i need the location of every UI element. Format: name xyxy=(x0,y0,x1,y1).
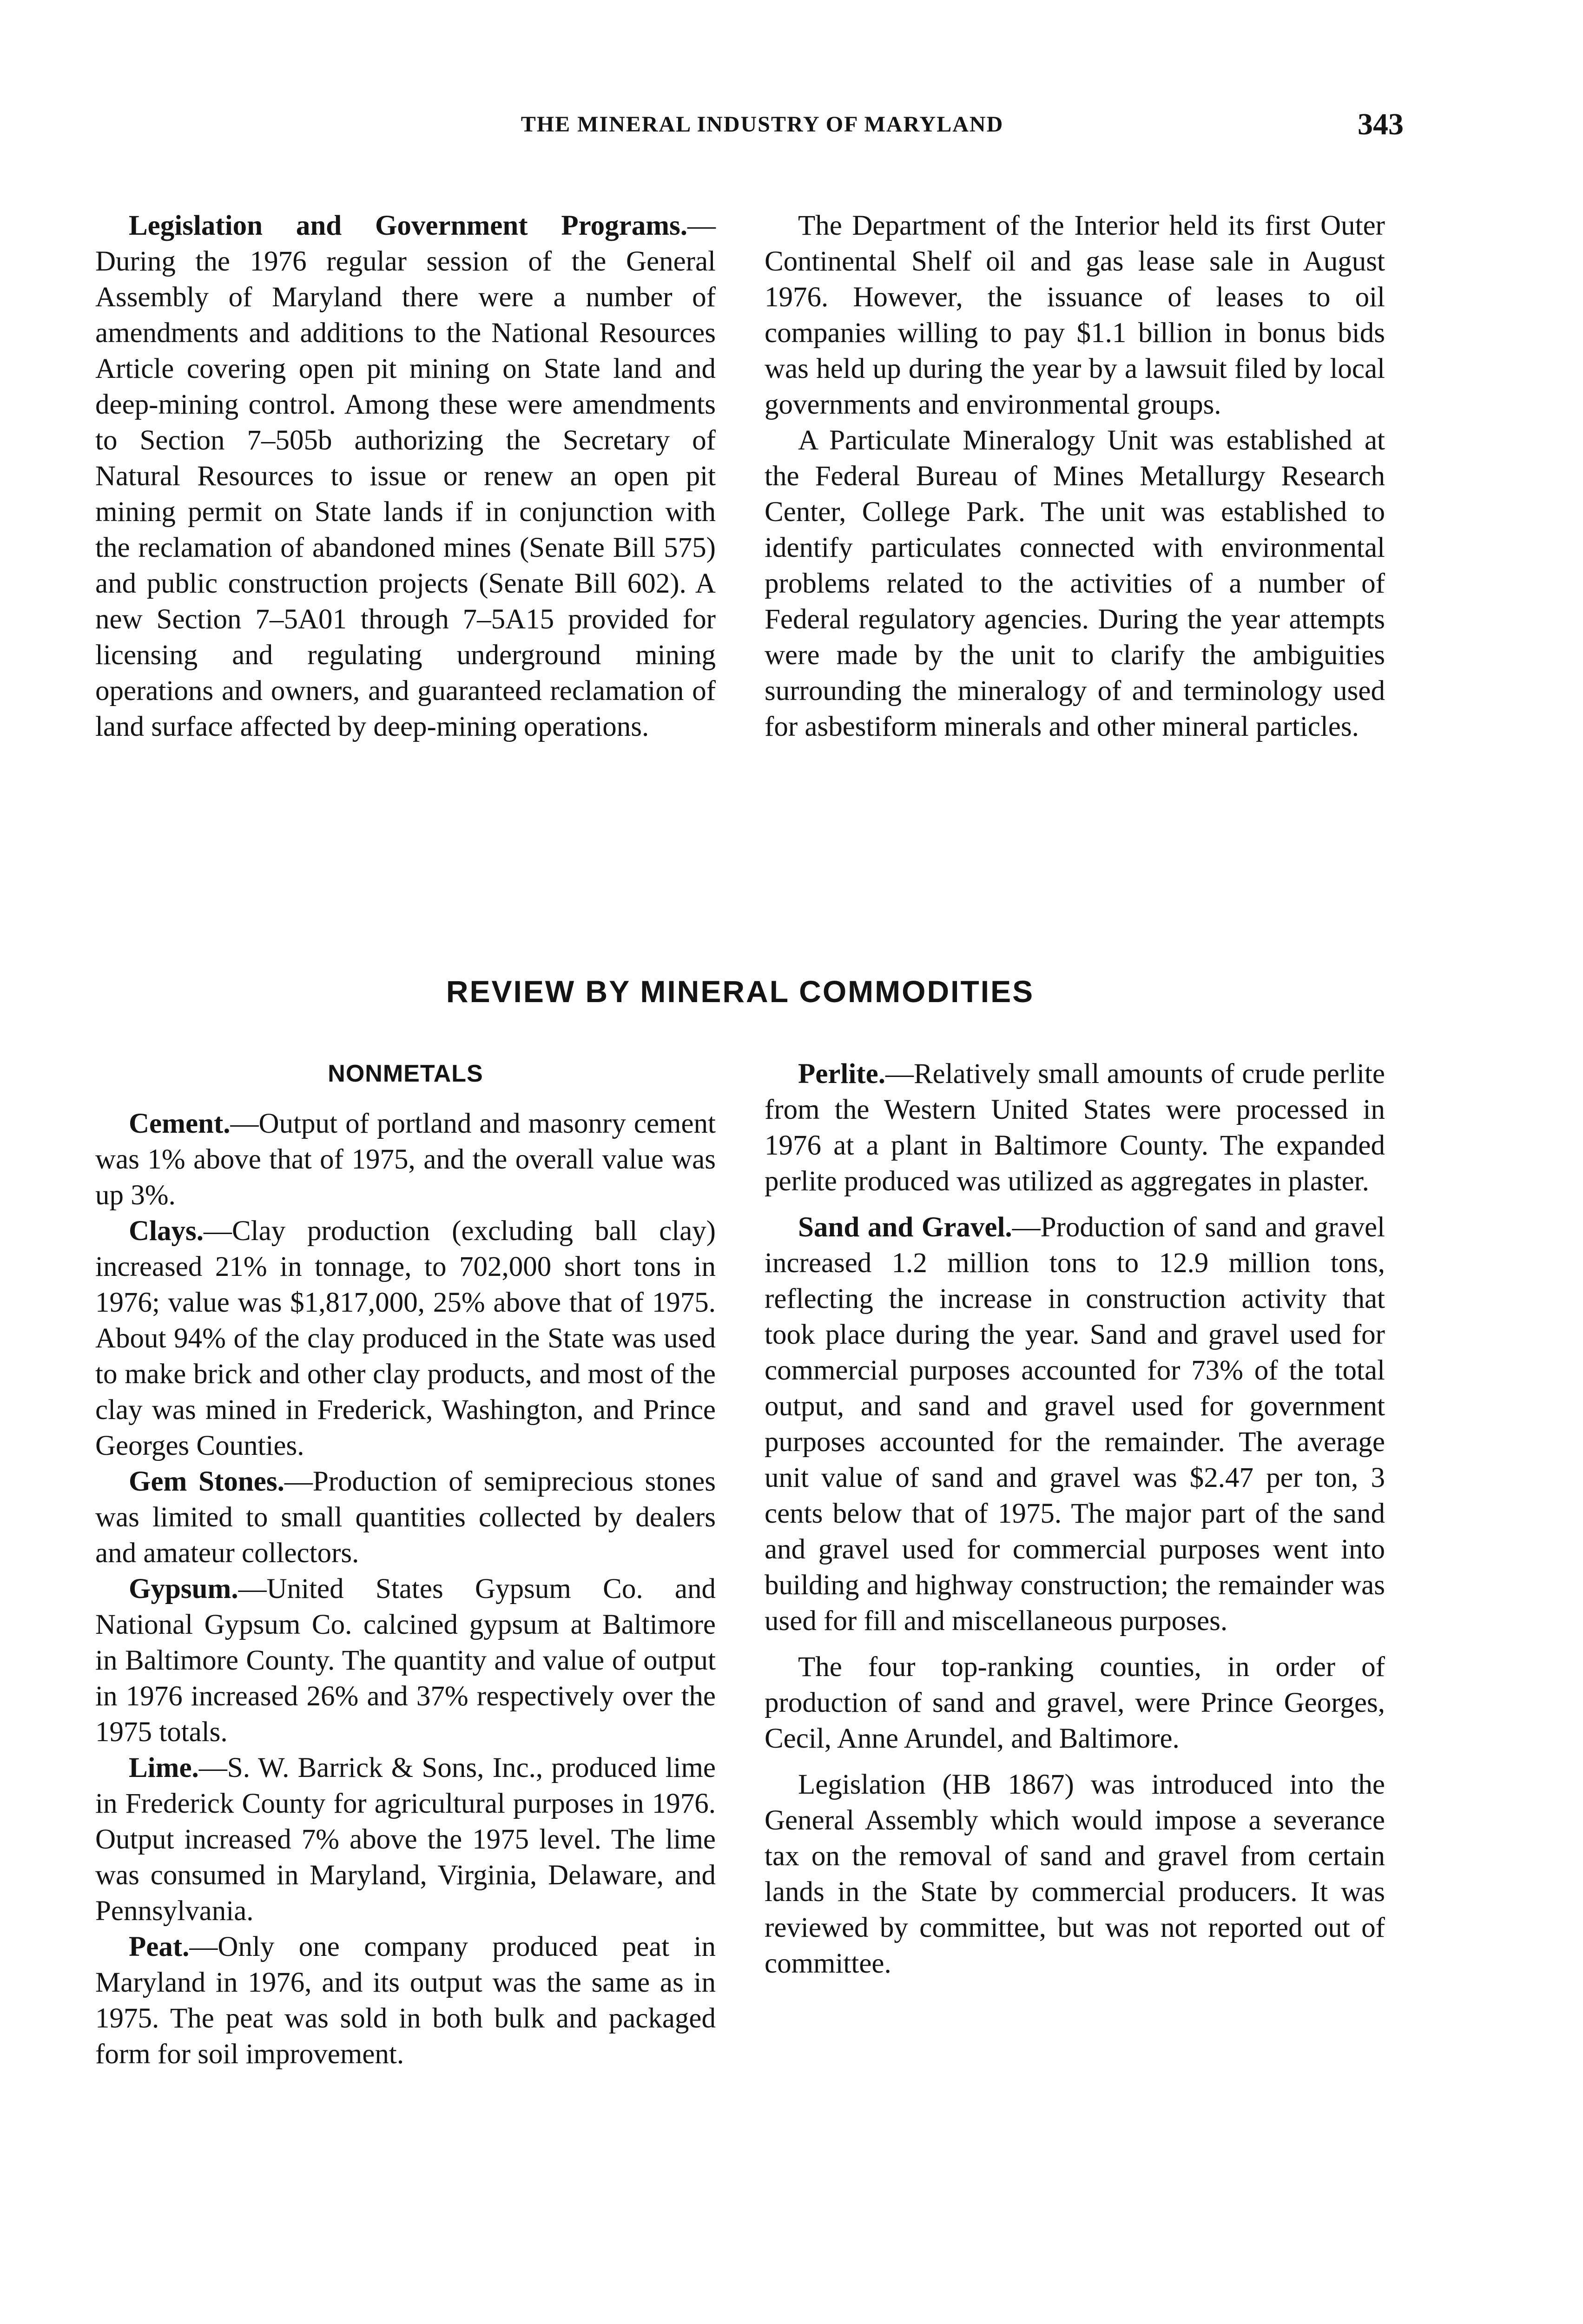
gypsum-paragraph xyxy=(95,1571,716,1750)
sand-gravel-title: Sand and Gravel. xyxy=(798,1212,1012,1243)
peat-text: —Only one company produced peat in Maryland in 1976, and its output was the same as in 1975. The peat was sold in both bulk and packaged form for soil improvement. xyxy=(95,1931,716,2070)
lime-text: —S. W. Barrick & Sons, Inc., produced lime in Frederick County for agricultural purposes in 1976. Output increased 7% above the 1975 level. The lime was consumed in Maryland, Virginia, Delaware, and Pennsylvania. xyxy=(95,1752,716,1927)
nonmetals-left-column xyxy=(95,1056,716,2072)
nonmetals-subheading: NONMETALS xyxy=(328,1060,483,1087)
nonmetals-right-column xyxy=(765,1056,1385,1981)
lime-title: Lime. xyxy=(129,1752,199,1783)
interior-lease-paragraph: The Department of the Interior held its first Outer Continental Shelf oil and gas lease sale in August 1976. However, the issuance of leases to oil companies willing to pay $1.1 billion in bonus bids was held up during the year by a lawsuit filed by local governments and environmental groups. xyxy=(765,210,1385,420)
top-counties-paragraph: The four top-ranking counties, in order of production of sand and gravel, were Prince Georges, Cecil, Anne Arundel, and Baltimore. xyxy=(765,1651,1385,1754)
perlite-title: Perlite. xyxy=(798,1058,885,1089)
top-left-column xyxy=(95,208,716,745)
legislation-title: Legislation and Government Programs. xyxy=(129,210,687,241)
peat-title: Peat. xyxy=(129,1931,190,1962)
cement-text: —Output of portland and masonry cement was 1% above that of 1975, and the overall value was up 3%. xyxy=(95,1108,716,1211)
severance-tax-paragraph: Legislation (HB 1867) was introduced into the General Assembly which would impose a severance tax on the removal of sand and gravel from certain lands in the State by commercial producers. It was reviewed by committee, but was not reported out of committee. xyxy=(765,1769,1385,1979)
sand-gravel-paragraph xyxy=(765,1209,1385,1639)
gem-stones-title: Gem Stones. xyxy=(129,1466,284,1497)
gypsum-title: Gypsum. xyxy=(129,1573,238,1604)
gem-stones-text: —Production of semiprecious stones was limited to small quantities collected by dealers and amateur collectors. xyxy=(95,1466,716,1569)
mineralogy-unit-paragraph: A Particulate Mineralogy Unit was established at the Federal Bureau of Mines Metallurgy Research Center, College Park. The unit was established to identify particulates connected with environmental problems related to the activities of a number of Federal regulatory agencies. During the year attempts were made by the unit to clarify the ambiguities surrounding the mineralogy of and terminology used for asbestiform minerals and other mineral particles. xyxy=(765,425,1385,742)
top-right-column xyxy=(765,208,1385,745)
clays-paragraph xyxy=(95,1213,716,1464)
perlite-text: —Relatively small amounts of crude perlite from the Western United States were processed in 1976 at a plant in Baltimore County. The expanded perlite produced was utilized as aggregates in plaster. xyxy=(765,1058,1385,1197)
cement-title: Cement. xyxy=(129,1108,231,1139)
clays-text: —Clay production (excluding ball clay) increased 21% in tonnage, to 702,000 short tons in 1976; value was $1,817,000, 25% above that of 1975. About 94% of the clay produced in the State was used to make brick and other clay products, and most of the clay was mined in Frederick, Washington, and Prince Georges Counties. xyxy=(95,1215,716,1461)
page-number: 343 xyxy=(1358,107,1404,141)
perlite-paragraph xyxy=(765,1056,1385,1199)
sand-gravel-text: —Production of sand and gravel increased 1.2 million tons to 12.9 million tons, reflecting the increase in construction activity that took place during the year. Sand and gravel used for commercial purposes accounted for 73% of the total output, and sand and gravel used for government purposes accounted for the remainder. The average unit value of sand and gravel was $2.47 per ton, 3 cents below that of 1975. The major part of the sand and gravel used for commercial purposes went into building and highway construction; the remainder was used for fill and miscellaneous purposes. xyxy=(765,1212,1385,1637)
cement-paragraph xyxy=(95,1106,716,1213)
section-heading: REVIEW BY MINERAL COMMODITIES xyxy=(446,974,1035,1009)
running-head xyxy=(121,107,1404,149)
gem-stones-paragraph xyxy=(95,1464,716,1571)
running-title: THE MINERAL INDUSTRY OF MARYLAND xyxy=(521,112,1004,137)
clays-title: Clays. xyxy=(129,1215,204,1247)
legislation-paragraph xyxy=(95,208,716,745)
gypsum-text: —United States Gypsum Co. and National Gypsum Co. calcined gypsum at Baltimore in Baltimore County. The quantity and value of output in 1976 increased 26% and 37% respectively over the 1975 totals. xyxy=(95,1573,716,1748)
peat-paragraph xyxy=(95,1929,716,2072)
lime-paragraph xyxy=(95,1750,716,1929)
legislation-text: —During the 1976 regular session of the General Assembly of Maryland there were a number of amendments and additions to the National Resources Article covering open pit mining on State land and deep-mining control. Among these were amendments to Section 7–505b authorizing the Secretary of Natural Resources to issue or renew an open pit mining permit on State lands if in conjunction with the reclamation of abandoned mines (Senate Bill 575) and public construction projects (Senate Bill 602). A new Section 7–5A01 through 7–5A15 provided for licensing and regulating underground mining operations and owners, and guaranteed reclamation of land surface affected by deep-mining operations. xyxy=(95,210,716,742)
